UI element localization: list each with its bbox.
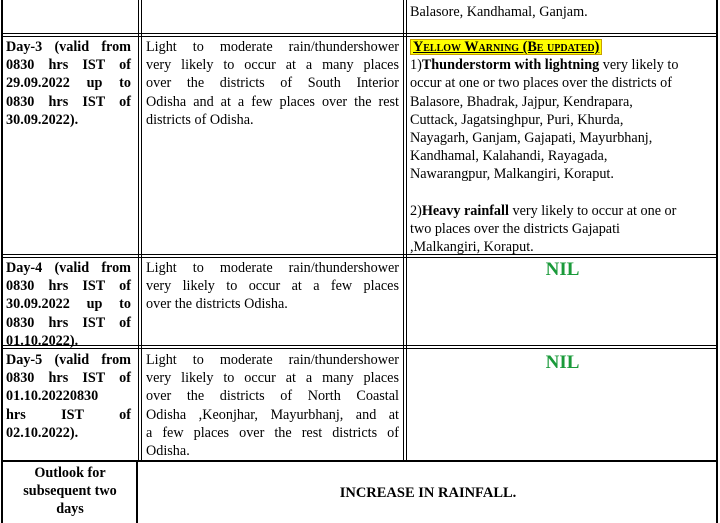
forecast-line: districts of Odisha. — [146, 111, 254, 128]
day-5-warning-nil: NIL — [545, 352, 580, 373]
day-4-validity — [6, 259, 131, 350]
day-line: 0830 hrs IST of — [6, 278, 131, 295]
forecast-line: over the districts of South Interior — [146, 75, 399, 92]
day-line: 30.09.2022 up to — [6, 296, 131, 313]
day-line: 0830 hrs IST of — [6, 314, 131, 331]
day-line: hrs IST of — [6, 406, 131, 423]
day-4-warning-nil: NIL — [545, 259, 580, 280]
day-line: 01.10.2022). — [6, 332, 79, 349]
yellow-warning-badge: Yellow Warning (Be updated) — [410, 39, 602, 55]
table-border-left — [1, 0, 3, 523]
forecast-line: a few places over the rest districts of — [146, 424, 399, 441]
row-divider-1-inner — [1, 36, 718, 37]
row-divider-4 — [1, 460, 718, 462]
forecast-line: Odisha. — [146, 443, 190, 460]
column-divider-outlook — [136, 462, 138, 523]
column-divider-2-inner — [406, 0, 407, 462]
day-line: Day-5 (valid from — [6, 352, 131, 368]
column-divider-1 — [138, 0, 139, 462]
column-divider-2 — [403, 0, 404, 462]
day-3-forecast — [146, 38, 399, 129]
row-divider-1 — [1, 33, 718, 34]
day-5-forecast — [146, 351, 399, 460]
day-line: Day-3 (valid from — [6, 39, 131, 55]
forecast-line: Light to moderate rain/thundershower — [146, 39, 399, 55]
day-4-forecast — [146, 259, 399, 314]
row-divider-2-inner — [1, 257, 718, 258]
forecast-line: Odisha and at a few places over the rest — [146, 93, 399, 110]
day-3-warning: Yellow Warning (Be updated) 1)Thunderstorm with lightning very likely to occur at one or two places over the districts of Balasore, Bhadrak, Jajpur, Kendrapara, Cuttack, Jagatsinghpur, Puri, Khurda, Nayagarh, Ganjam, Gajapati, Mayurbhanj, Kandhamal, Kalahandi, Rayagada, Nawarangpur, Malkangiri, Koraput. 2)Heavy rainfall very likely to occur at one or two places over the districts Gajapati ,Malkangiri, Koraput. — [410, 39, 679, 256]
forecast-line: very likely to occur at a many places — [146, 370, 399, 387]
forecast-line: Odisha ,Keonjhar, Mayurbhanj, and at — [146, 406, 399, 423]
day-line: 30.09.2022). — [6, 111, 79, 128]
thunderstorm-label: Thunderstorm with lightning — [421, 57, 600, 74]
day-5-validity — [6, 351, 131, 442]
outlook-text: INCREASE IN RAINFALL. — [339, 485, 517, 501]
day-line: 0830 hrs IST of — [6, 57, 131, 74]
forecast-line: very likely to occur at a many places — [146, 57, 399, 74]
column-divider-1-inner — [141, 0, 142, 462]
day-line: 01.10.20220830 — [6, 388, 99, 405]
day-line: 0830 hrs IST of — [6, 93, 131, 110]
outlook-label: Outlook for subsequent two days — [23, 465, 117, 518]
day-line: Day-4 (valid from — [6, 260, 131, 276]
day-3-validity — [6, 38, 131, 129]
forecast-line: Light to moderate rain/thundershower — [146, 352, 399, 368]
day-line: 29.09.2022 up to — [6, 75, 131, 92]
forecast-line: Light to moderate rain/thundershower — [146, 260, 399, 276]
forecast-line: over the districts of North Coastal — [146, 388, 399, 405]
forecast-line: over the districts Odisha. — [146, 296, 288, 313]
day-line: 02.10.2022). — [6, 424, 79, 441]
forecast-line: very likely to occur at a few places — [146, 278, 399, 295]
day-line: 0830 hrs IST of — [6, 370, 131, 387]
heavy-rainfall-label: Heavy rainfall — [421, 202, 509, 219]
previous-row-warning-tail: Balasore, Kandhamal, Ganjam. — [410, 4, 588, 20]
